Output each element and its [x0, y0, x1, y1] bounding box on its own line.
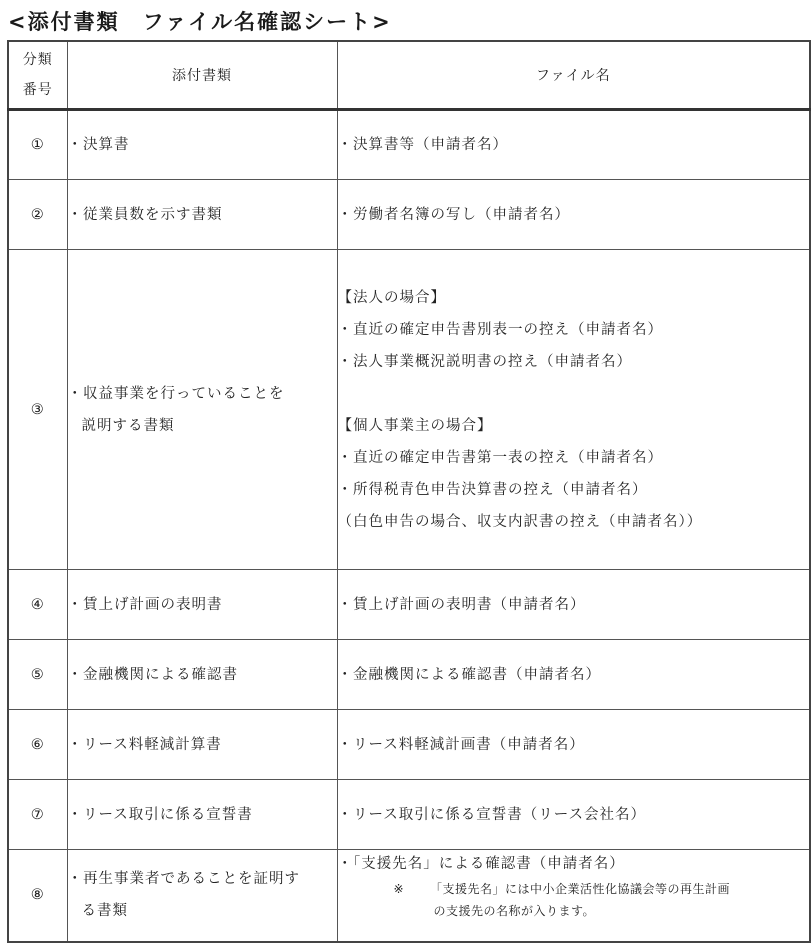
row-document: ・従業員数を示す書類 — [67, 180, 337, 250]
row-filename: ・賃上げ計画の表明書（申請者名） — [337, 570, 810, 640]
indiv-file-line: （白色申告の場合、収支内訳書の控え（申請者名）） — [337, 513, 703, 530]
corp-file-line: ・法人事業概況説明書の控え（申請者名） — [337, 353, 632, 370]
row-number: ④ — [8, 570, 67, 640]
table-row — [8, 180, 810, 250]
row-number: ⑤ — [8, 640, 67, 710]
row-document-line: ・再生事業者であることを証明す — [67, 871, 300, 888]
note-line — [338, 878, 810, 900]
note-mark: ※ — [393, 882, 405, 896]
table-header-row — [8, 41, 810, 110]
row-filename: ・リース料軽減計画書（申請者名） — [337, 710, 810, 780]
header-document: 添付書類 — [67, 41, 337, 110]
header-num-line2: 番号 — [22, 82, 53, 98]
row-filename — [337, 850, 810, 942]
table-row — [8, 850, 810, 942]
row-number: ① — [8, 110, 67, 180]
row-document — [67, 850, 337, 942]
table-row — [8, 710, 810, 780]
row-filename: ・金融機関による確認書（申請者名） — [337, 640, 810, 710]
row-document-line: る書類 — [81, 903, 128, 920]
note-line-2: の支援先の名称が入ります。 — [433, 904, 596, 918]
row-document-line: ・収益事業を行っていることを — [67, 385, 285, 402]
table-row — [8, 780, 810, 850]
page-title: <添付書類 ファイル名確認シート> — [8, 10, 392, 34]
row-document-line: 説明する書類 — [81, 417, 175, 434]
file-name-table — [7, 40, 811, 943]
row-filename: ・リース取引に係る宣誓書（リース会社名） — [337, 780, 810, 850]
note-text: 「支援先名」には中小企業活性化協議会等の再生計画 — [429, 882, 730, 896]
table-row — [8, 640, 810, 710]
row-document: ・賃上げ計画の表明書 — [67, 570, 337, 640]
row-document — [67, 250, 337, 570]
header-filename: ファイル名 — [337, 41, 810, 110]
row-filename: ・決算書等（申請者名） — [337, 110, 810, 180]
indiv-file-line: ・所得税青色申告決算書の控え（申請者名） — [337, 481, 648, 498]
row-number: ② — [8, 180, 67, 250]
table-row — [8, 110, 810, 180]
row-number: ⑧ — [8, 850, 67, 942]
row-document: ・リース取引に係る宣誓書 — [67, 780, 337, 850]
corp-heading: 【法人の場合】 — [337, 289, 446, 306]
row-document: ・リース料軽減計算書 — [67, 710, 337, 780]
row-filename: ・労働者名簿の写し（申請者名） — [337, 180, 810, 250]
indiv-heading: 【個人事業主の場合】 — [337, 417, 493, 434]
row-number: ⑦ — [8, 780, 67, 850]
row-document: ・決算書 — [67, 110, 337, 180]
corp-file-line: ・直近の確定申告書別表一の控え（申請者名） — [337, 321, 663, 338]
row-document: ・金融機関による確認書 — [67, 640, 337, 710]
table-row — [8, 570, 810, 640]
row-filename — [337, 250, 810, 570]
header-num-line1: 分類 — [22, 52, 53, 68]
table-row — [8, 250, 810, 570]
indiv-file-line: ・直近の確定申告書第一表の控え（申請者名） — [337, 449, 663, 466]
row-filename-line: ・「支援先名」による確認書（申請者名） — [337, 856, 625, 872]
header-category-number — [8, 41, 67, 110]
row-number: ⑥ — [8, 710, 67, 780]
row-number: ③ — [8, 250, 67, 570]
